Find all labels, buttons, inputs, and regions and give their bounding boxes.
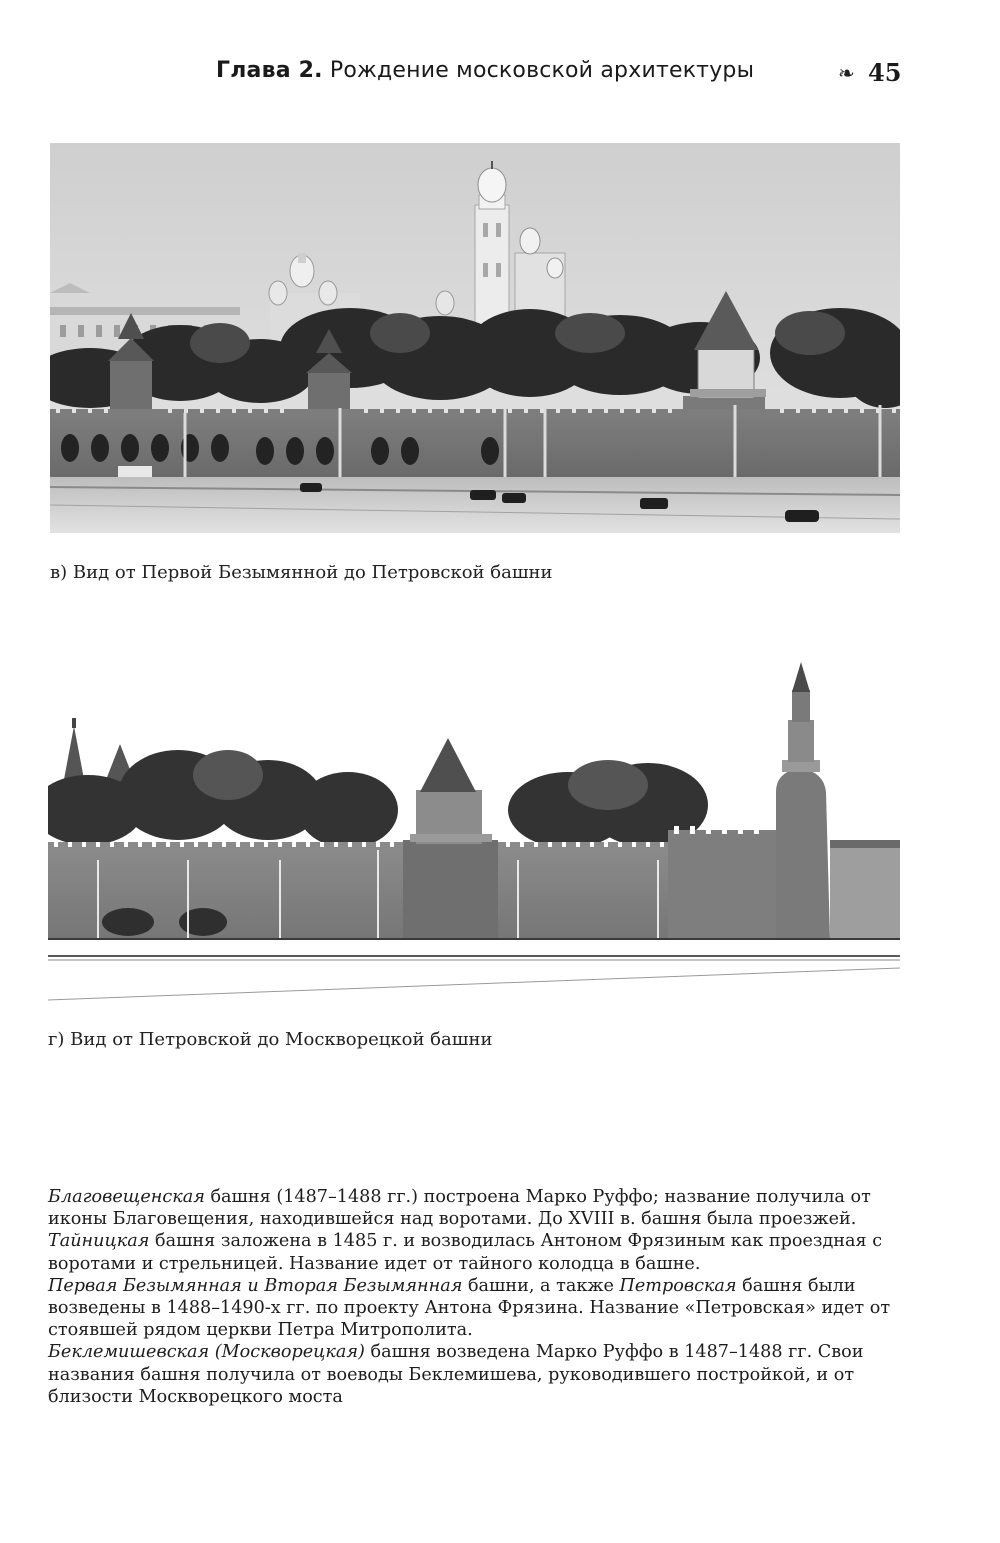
tower-name: Благовещенская	[48, 1187, 205, 1207]
paragraph-blagoveshchenskaya	[48, 1186, 908, 1230]
paragraph-tainitskaya	[48, 1230, 908, 1274]
fleuron-ornament-icon: ❧	[838, 61, 855, 85]
tower-name: Беклемишевская (Москворецкая)	[48, 1342, 365, 1363]
tower-name: Петровская	[619, 1275, 737, 1296]
kremlin-photo-g-image	[48, 660, 900, 1005]
kremlin-photo-v	[50, 143, 900, 533]
body-text	[48, 1186, 908, 1408]
figure-caption-v: в) Вид от Первой Безымянной до Петровской башни	[50, 562, 553, 583]
figure-caption-g: г) Вид от Петровской до Москворецкой башни	[48, 1029, 493, 1050]
tower-name: Первая Безымянная	[48, 1275, 242, 1296]
kremlin-photo-g	[48, 660, 900, 1005]
paragraph-text: башня заложена в 1485 г. и возводилась Антоном Фрязиным как проездная с воротами и стрельницей. Название идет от тайного колодца в башне.	[48, 1231, 883, 1274]
chapter-title	[216, 58, 754, 83]
paragraph-text: башня возведена Марко Руффо в 1487–1488 гг. Свои названия башня получила от воеводы Беклемишева, руководившего постройкой, и от близости Москворецкого моста	[48, 1342, 864, 1407]
tower-name: Тайницкая	[48, 1231, 150, 1252]
connector-text: башни, а также	[462, 1275, 620, 1296]
paragraph-nameless-petrovskaya	[48, 1275, 908, 1342]
paragraph-text: башня были возведены в 1488–1490-х гг. по проекту Антона Фрязина. Название «Петровская» идет от стоявшей рядом церкви Петра Митрополита.	[48, 1275, 891, 1341]
chapter-title-text: Рождение московской архитектуры	[329, 58, 755, 83]
tower-name: Вторая Безымянная	[264, 1275, 463, 1296]
kremlin-photo-v-image	[50, 143, 900, 533]
paragraph-beklemishevskaya	[48, 1341, 908, 1408]
running-head	[0, 58, 1000, 94]
page-number: 45	[868, 58, 902, 87]
chapter-label: Глава 2.	[216, 58, 323, 83]
paragraph-text: башня (1487–1488 гг.) построена Марко Руффо; название получила от иконы Благовещения, находившейся над воротами. До XVIII в. башня была проезжей.	[48, 1187, 871, 1230]
connector-text: и	[241, 1275, 265, 1296]
